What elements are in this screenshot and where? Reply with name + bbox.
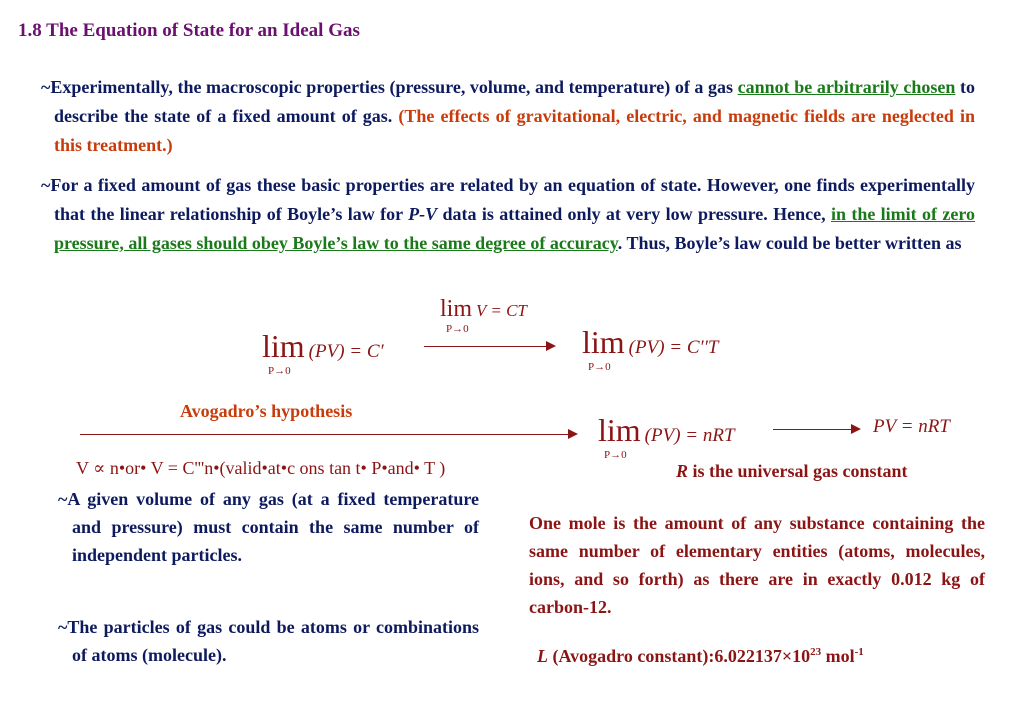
ideal-gas-law: [873, 416, 950, 438]
para1-middle: to describe the state of a fixed amount of gas.: [54, 77, 975, 126]
page-title: 1.8 The Equation of State for an Ideal Gas: [18, 20, 360, 41]
right-limit-subscript: P→0: [588, 361, 611, 373]
r-symbol: R: [676, 461, 689, 481]
arrow-head-1: [546, 341, 556, 351]
right-lim-word: lim: [582, 324, 625, 360]
para2-pv: P-V: [408, 204, 438, 224]
arrow-head-long: [568, 429, 578, 439]
top-limit-expr: V = CT: [476, 301, 527, 320]
arrow-line-long: [80, 434, 568, 435]
paragraph-boyle: [41, 171, 975, 258]
proportional-expression: V ∝ n•or• V = C'''n•(valid•at•c ons tan t• P•and• T ): [76, 458, 446, 478]
hypothesis-item-1-text: ~A given volume of any gas (at a fixed temperature and pressure) must contain the same number of independent particles.: [58, 489, 479, 565]
left-equation-expr: (PV) = C′: [308, 341, 384, 362]
arrow-line-1: [424, 346, 546, 347]
para2-start: ~For a fixed amount of gas these basic properties are related by an equation of state. However, one finds experimentally that the linear relationship of Boyle’s law for: [41, 175, 975, 224]
l-text: (Avogadro constant):6.022137×10: [548, 646, 811, 666]
avogadro-hypothesis-label: Avogadro’s hypothesis: [180, 401, 353, 421]
l-unit: mol: [821, 646, 855, 666]
para1-start: ~Experimentally, the macroscopic properties (pressure, volume, and temperature) of a gas: [41, 77, 738, 97]
r-constant-note: [676, 461, 908, 482]
top-limit-subscript: P→0: [446, 323, 469, 335]
para2-middle: data is attained only at very low pressure. Hence,: [437, 204, 831, 224]
l-symbol: L: [537, 646, 548, 666]
equation-right: [582, 324, 718, 361]
r-text: is the universal gas constant: [688, 461, 908, 481]
para1-underlined: cannot be arbitrarily chosen: [737, 77, 956, 97]
avogadro-constant: [537, 646, 864, 667]
equation-left: [262, 328, 384, 365]
hypothesis-item-2: [58, 613, 479, 669]
top-lim-word: lim: [440, 296, 473, 322]
top-limit-label: [440, 296, 527, 323]
para2-end: . Thus, Boyle’s law could be better written as: [617, 233, 962, 253]
hypothesis-item-2-text: ~The particles of gas could be atoms or combinations of atoms (molecule).: [58, 617, 479, 665]
hypothesis-item-1: [58, 485, 479, 569]
right-equation-expr: (PV) = C′′T: [628, 337, 719, 358]
arrow-line-3: [773, 429, 851, 430]
mole-definition: One mole is the amount of any substance containing the same number of elementary entities (atoms, molecules, ions, and so forth) as there are in exactly 0.012 kg of carbon-12.: [529, 513, 985, 617]
equation-bottom: [598, 412, 735, 449]
left-lim-word: lim: [262, 328, 305, 364]
bottom-limit-subscript: P→0: [604, 449, 627, 461]
l-exponent: 23: [810, 646, 822, 658]
ideal-gas-law-expr: PV = nRT: [873, 416, 950, 437]
bottom-lim-word: lim: [598, 412, 641, 448]
left-limit-subscript: P→0: [268, 365, 291, 377]
arrow-head-3: [851, 424, 861, 434]
bottom-equation-expr: (PV) = nRT: [644, 425, 735, 446]
para2-underlined: in the limit of zero pressure, all gases should obey Boyle’s law to the same degree of accuracy: [54, 204, 976, 253]
para1-note: (The effects of gravitational, electric, and magnetic fields are neglected in this treatment.): [54, 106, 975, 155]
paragraph-experimental: [41, 73, 975, 160]
l-unit-exponent: -1: [854, 646, 864, 658]
